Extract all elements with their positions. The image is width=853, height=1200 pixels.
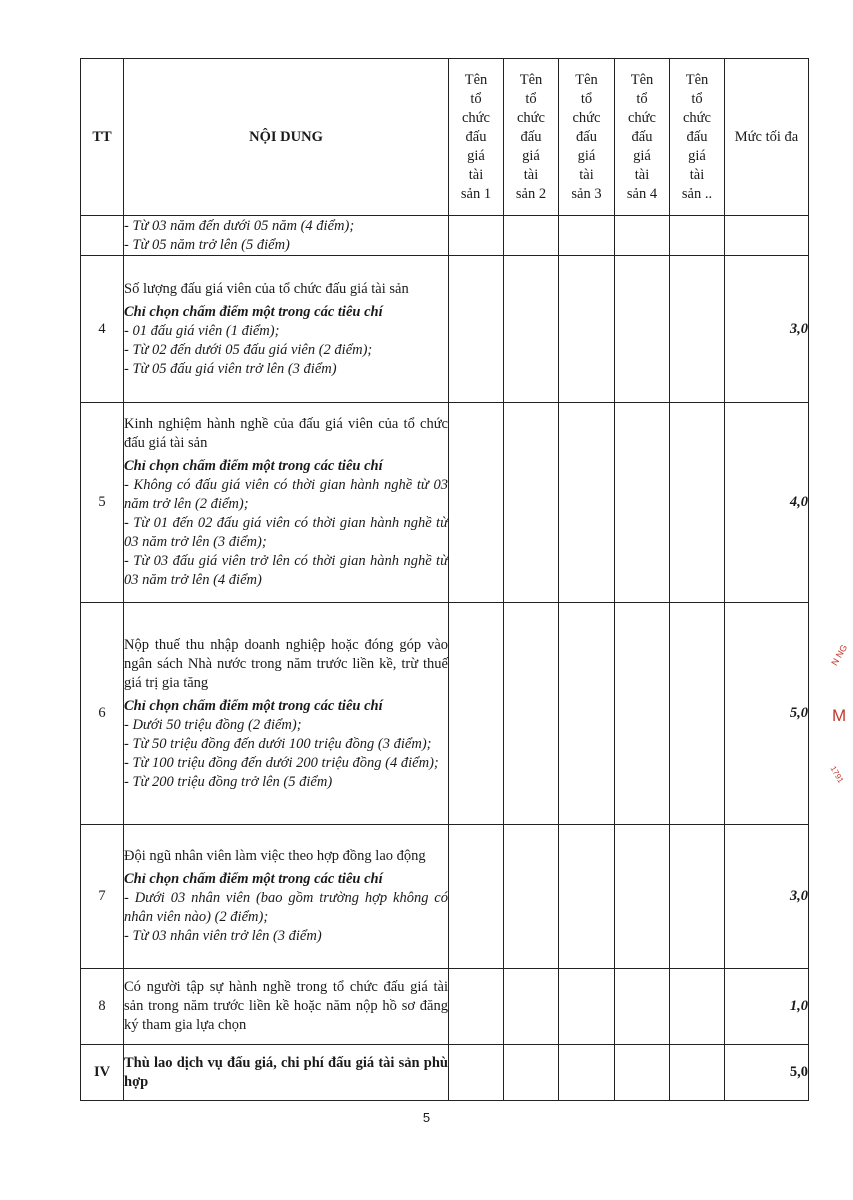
score-cell[interactable] — [504, 969, 559, 1045]
header-org-5: Tên tổ chức đấu giá tài sản .. — [670, 59, 725, 216]
max-score: 3,0 — [725, 256, 809, 403]
table-row — [81, 403, 809, 603]
header-max-score: Mức tối đa — [725, 59, 809, 216]
score-cell[interactable] — [449, 825, 504, 969]
score-cell[interactable] — [615, 216, 670, 256]
header-row — [81, 59, 809, 216]
max-score: 1,0 — [725, 969, 809, 1045]
score-cell[interactable] — [559, 603, 615, 825]
score-cell[interactable] — [615, 403, 670, 603]
score-cell[interactable] — [670, 1045, 725, 1101]
row-content: Số lượng đấu giá viên của tổ chức đấu giá tài sản Chỉ chọn chấm điểm một trong các tiêu chí - 01 đấu giá viên (1 điểm); - Từ 02 đến dưới 05 đấu giá viên (2 điểm); - Từ 05 đấu giá viên trở lên (3 điểm) — [124, 256, 449, 403]
score-cell[interactable] — [504, 1045, 559, 1101]
stamp-fragment: N NG M 1791 — [828, 642, 850, 785]
score-cell[interactable] — [670, 969, 725, 1045]
score-cell[interactable] — [504, 256, 559, 403]
score-cell[interactable] — [504, 216, 559, 256]
table-row — [81, 603, 809, 825]
score-cell[interactable] — [670, 256, 725, 403]
score-cell[interactable] — [615, 1045, 670, 1101]
score-cell[interactable] — [449, 1045, 504, 1101]
score-cell[interactable] — [449, 603, 504, 825]
row-number: 8 — [81, 969, 124, 1045]
row-number: 7 — [81, 825, 124, 969]
continued-content: - Từ 03 năm đến dưới 05 năm (4 điểm); - Từ 05 năm trở lên (5 điểm) — [124, 216, 449, 256]
score-cell[interactable] — [559, 216, 615, 256]
section-number: IV — [81, 1045, 124, 1101]
score-cell[interactable] — [559, 825, 615, 969]
score-cell[interactable] — [670, 216, 725, 256]
score-cell[interactable] — [449, 256, 504, 403]
table-row — [81, 256, 809, 403]
header-org-4: Tên tổ chức đấu giá tài sản 4 — [615, 59, 670, 216]
score-cell[interactable] — [615, 256, 670, 403]
scoring-table — [80, 58, 809, 1101]
row-content: Có người tập sự hành nghề trong tổ chức đấu giá tài sản trong năm trước liền kề hoặc năm nộp hồ sơ đăng ký tham gia lựa chọn — [124, 969, 449, 1045]
score-cell[interactable] — [449, 216, 504, 256]
max-score: 5,0 — [725, 603, 809, 825]
header-content: NỘI DUNG — [124, 59, 449, 216]
page-number: 5 — [422, 1110, 431, 1125]
row-content: Nộp thuế thu nhập doanh nghiệp hoặc đóng góp vào ngân sách Nhà nước trong năm trước liền kề, trừ thuế giá trị gia tăng Chỉ chọn chấm điểm một trong các tiêu chí - Dưới 50 triệu đồng (2 điểm); - Từ 50 triệu đồng đến dưới 100 triệu đồng (3 điểm); - Từ 100 triệu đồng đến dưới 200 triệu đồng (4 điểm); - Từ 200 triệu đồng trở lên (5 điểm) — [124, 603, 449, 825]
score-cell[interactable] — [504, 603, 559, 825]
table-row — [81, 969, 809, 1045]
score-cell[interactable] — [559, 1045, 615, 1101]
score-cell[interactable] — [449, 403, 504, 603]
max-score: 5,0 — [725, 1045, 809, 1101]
max-score: 4,0 — [725, 403, 809, 603]
row-content: Đội ngũ nhân viên làm việc theo hợp đồng lao động Chỉ chọn chấm điểm một trong các tiêu chí - Dưới 03 nhân viên (bao gồm trường hợp không có nhân viên nào) (2 điểm); - Từ 03 nhân viên trở lên (3 điểm) — [124, 825, 449, 969]
score-cell[interactable] — [559, 969, 615, 1045]
score-cell[interactable] — [670, 603, 725, 825]
score-cell[interactable] — [615, 825, 670, 969]
table-row — [81, 216, 809, 256]
table-row — [81, 825, 809, 969]
score-cell[interactable] — [449, 969, 504, 1045]
score-cell[interactable] — [615, 969, 670, 1045]
max-score: 3,0 — [725, 825, 809, 969]
section-title: Thù lao dịch vụ đấu giá, chi phí đấu giá tài sản phù hợp — [124, 1045, 449, 1101]
score-cell[interactable] — [559, 403, 615, 603]
score-cell[interactable] — [559, 256, 615, 403]
score-cell[interactable] — [670, 825, 725, 969]
score-cell[interactable] — [670, 403, 725, 603]
table-row — [81, 1045, 809, 1101]
score-cell[interactable] — [615, 603, 670, 825]
header-org-1: Tên tổ chức đấu giá tài sản 1 — [449, 59, 504, 216]
row-content: Kinh nghiệm hành nghề của đấu giá viên của tổ chức đấu giá tài sản Chỉ chọn chấm điểm một trong các tiêu chí - Không có đấu giá viên có thời gian hành nghề từ 03 năm trở lên (2 điểm); - Từ 01 đến 02 đấu giá viên có thời gian hành nghề từ 03 năm trở lên (3 điểm); - Từ 03 đấu giá viên trở lên có thời gian hành nghề từ 03 năm trở lên (4 điểm) — [124, 403, 449, 603]
score-cell[interactable] — [504, 403, 559, 603]
row-number: 6 — [81, 603, 124, 825]
row-number: 5 — [81, 403, 124, 603]
score-cell[interactable] — [504, 825, 559, 969]
header-tt: TT — [81, 59, 124, 216]
header-org-2: Tên tổ chức đấu giá tài sản 2 — [504, 59, 559, 216]
header-org-3: Tên tổ chức đấu giá tài sản 3 — [559, 59, 615, 216]
row-number: 4 — [81, 256, 124, 403]
